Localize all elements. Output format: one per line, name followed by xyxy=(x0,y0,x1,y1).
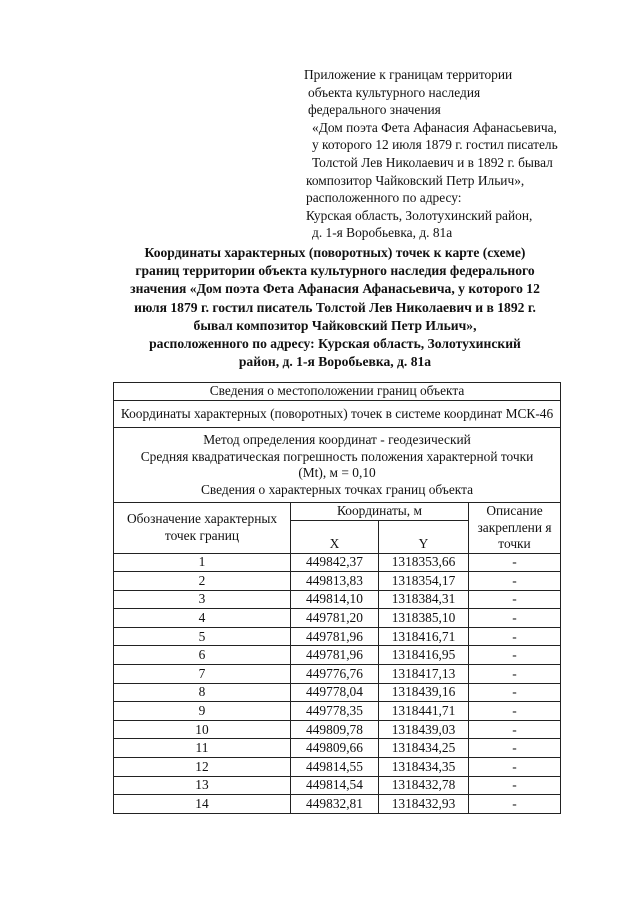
appendix-line: объекта культурного наследия xyxy=(308,84,481,100)
table-row xyxy=(114,665,561,684)
point-number: 6 xyxy=(114,646,291,665)
point-number: 2 xyxy=(114,572,291,591)
point-description: - xyxy=(469,609,561,628)
coordinates-table xyxy=(113,382,561,814)
coord-x: 449814,55 xyxy=(291,758,379,777)
appendix-line: композитор Чайковский Петр Ильич», xyxy=(306,172,525,188)
point-description: - xyxy=(469,665,561,684)
coord-y: 1318432,78 xyxy=(379,776,469,795)
point-description: - xyxy=(469,776,561,795)
table-row xyxy=(114,795,561,814)
coord-y: 1318354,17 xyxy=(379,572,469,591)
col-description-header: Описание закреплени я точки xyxy=(469,503,561,554)
table-row xyxy=(114,776,561,795)
coord-x: 449842,37 xyxy=(291,553,379,572)
heading-line: июля 1879 г. гостил писатель Толстой Лев Николаевич и в 1892 г. xyxy=(134,299,536,315)
appendix-line: Приложение к границам территории xyxy=(304,67,513,82)
coord-y: 1318416,71 xyxy=(379,627,469,646)
table-row xyxy=(114,683,561,702)
coord-y: 1318441,71 xyxy=(379,702,469,721)
point-description: - xyxy=(469,702,561,721)
coord-y: 1318432,93 xyxy=(379,795,469,814)
coord-x: 449813,83 xyxy=(291,572,379,591)
point-description: - xyxy=(469,720,561,739)
appendix-line: д. 1-я Воробьевка, д. 81а xyxy=(312,225,453,241)
coord-x: 449781,96 xyxy=(291,646,379,665)
appendix-line: «Дом поэта Фета Афанасия Афанасьевича, xyxy=(312,119,557,135)
coord-system: Координаты характерных (поворотных) точек в системе координат МСК-46 xyxy=(114,400,561,428)
coord-x: 449778,35 xyxy=(291,702,379,721)
point-number: 5 xyxy=(114,627,291,646)
table-row xyxy=(114,720,561,739)
appendix-line: федерального значения xyxy=(308,102,441,118)
appendix-line: Толстой Лев Николаевич и в 1892 г. бывал xyxy=(312,154,553,170)
coord-x: 449781,20 xyxy=(291,609,379,628)
heading-line: значения «Дом поэта Фета Афанасия Афанасьевича, у которого 12 xyxy=(130,281,540,297)
coord-x: 449814,54 xyxy=(291,776,379,795)
table-row xyxy=(114,590,561,609)
coord-x: 449809,78 xyxy=(291,720,379,739)
table-row xyxy=(114,609,561,628)
col-coords-header: Координаты, м xyxy=(291,503,469,521)
appendix-line: у которого 12 июля 1879 г. гостил писатель xyxy=(312,137,558,153)
coord-x: 449832,81 xyxy=(291,795,379,814)
table-row xyxy=(114,758,561,777)
heading-line: границ территории объекта культурного наследия федерального xyxy=(135,263,535,279)
point-number: 10 xyxy=(114,720,291,739)
table-row xyxy=(114,572,561,591)
coord-x: 449814,10 xyxy=(291,590,379,609)
coord-y: 1318434,25 xyxy=(379,739,469,758)
appendix-line: расположенного по адресу: xyxy=(306,190,462,206)
points-info-text: Сведения о характерных точках границ объекта xyxy=(200,481,474,497)
coord-y: 1318439,16 xyxy=(379,683,469,702)
table-row xyxy=(114,646,561,665)
point-description: - xyxy=(469,683,561,702)
point-number: 13 xyxy=(114,776,291,795)
coord-y: 1318385,10 xyxy=(379,609,469,628)
coord-x: 449778,04 xyxy=(291,683,379,702)
point-number: 3 xyxy=(114,590,291,609)
heading-line: Координаты характерных (поворотных) точек к карте (схеме) xyxy=(144,245,526,260)
point-number: 4 xyxy=(114,609,291,628)
point-description: - xyxy=(469,590,561,609)
point-description: - xyxy=(469,553,561,572)
heading-line: бывал композитор Чайковский Петр Ильич», xyxy=(193,317,477,333)
col-x-header: X xyxy=(291,520,379,553)
heading-line: расположенного по адресу: Курская область, Золотухинский xyxy=(149,336,521,352)
point-number: 8 xyxy=(114,683,291,702)
accuracy-text: Средняя квадратическая погрешность положения характерной точки (Mt), м = 0,10 xyxy=(140,448,534,480)
coord-x: 449809,66 xyxy=(291,739,379,758)
document-heading xyxy=(60,244,610,371)
coord-y: 1318417,13 xyxy=(379,665,469,684)
method-info xyxy=(114,428,561,503)
coord-x: 449781,96 xyxy=(291,627,379,646)
method-text: Метод определения координат - геодезический xyxy=(203,432,471,447)
col-designation-header: Обозначение характерных точек границ xyxy=(114,503,291,554)
point-number: 14 xyxy=(114,795,291,814)
coord-x: 449776,76 xyxy=(291,665,379,684)
point-description: - xyxy=(469,795,561,814)
coord-y: 1318384,31 xyxy=(379,590,469,609)
point-number: 7 xyxy=(114,665,291,684)
table-row xyxy=(114,627,561,646)
point-number: 12 xyxy=(114,758,291,777)
point-number: 9 xyxy=(114,702,291,721)
point-number: 1 xyxy=(114,553,291,572)
point-description: - xyxy=(469,572,561,591)
coord-y: 1318434,35 xyxy=(379,758,469,777)
point-description: - xyxy=(469,739,561,758)
appendix-line: Курская область, Золотухинский район, xyxy=(306,207,533,223)
coord-y: 1318416,95 xyxy=(379,646,469,665)
col-y-header: Y xyxy=(379,520,469,553)
point-number: 11 xyxy=(114,739,291,758)
point-description: - xyxy=(469,758,561,777)
point-description: - xyxy=(469,627,561,646)
heading-line: район, д. 1-я Воробьевка, д. 81а xyxy=(238,354,432,370)
point-description: - xyxy=(469,646,561,665)
location-title: Сведения о местоположении границ объекта xyxy=(114,383,561,401)
table-row xyxy=(114,739,561,758)
table-row xyxy=(114,553,561,572)
appendix-block xyxy=(302,66,602,242)
table-row xyxy=(114,702,561,721)
coord-y: 1318353,66 xyxy=(379,553,469,572)
coord-y: 1318439,03 xyxy=(379,720,469,739)
